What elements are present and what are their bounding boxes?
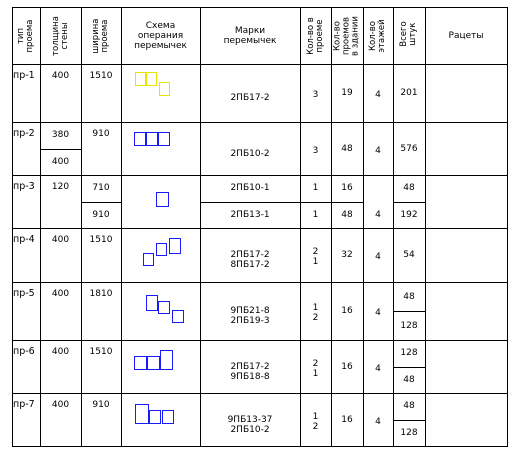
header-qty-in-building: Кол-во проемов в здании bbox=[332, 15, 361, 56]
header-qty-in-opening: Кол-во в проеме bbox=[305, 16, 325, 55]
total-pieces: 576 bbox=[400, 143, 418, 154]
lintel-shape bbox=[146, 132, 158, 146]
qty-in-building: 19 bbox=[341, 88, 353, 98]
cell-split bbox=[393, 367, 426, 368]
row-divider bbox=[12, 393, 508, 394]
lintel-mark: 2ПБ17-2 8ПБ17-2 bbox=[230, 250, 270, 270]
floors-count: 4 bbox=[375, 363, 381, 374]
qty-in-opening: 1 2 bbox=[312, 411, 319, 432]
wall-thickness: 400 bbox=[51, 156, 70, 167]
lintel-shape bbox=[134, 132, 146, 146]
opening-width: 1810 bbox=[89, 289, 113, 299]
header-marks: Марки перемычек bbox=[223, 26, 277, 46]
header-total: Всего штук bbox=[399, 21, 418, 47]
total-pieces: 48 bbox=[403, 374, 415, 385]
total-pieces: 128 bbox=[400, 320, 418, 331]
opening-width: 910 bbox=[92, 129, 110, 139]
qty-in-building: 16 bbox=[341, 306, 353, 316]
opening-type: пр-3 bbox=[13, 181, 35, 192]
column-divider bbox=[393, 7, 394, 447]
qty-in-opening: 1 bbox=[312, 209, 319, 220]
total-pieces: 128 bbox=[400, 348, 418, 359]
qty-in-building: 48 bbox=[341, 143, 353, 154]
header-scheme: Схема операния перемычек bbox=[134, 21, 187, 51]
row-divider bbox=[12, 340, 508, 341]
qty-in-opening: 2 1 bbox=[312, 247, 319, 267]
floors-count: 4 bbox=[375, 145, 381, 156]
qty-in-opening: 3 bbox=[312, 90, 319, 100]
lintel-shape bbox=[135, 72, 146, 86]
lintel-mark: 9ПБ21-8 2ПБ19-3 bbox=[230, 306, 270, 326]
lintel-shape bbox=[134, 356, 147, 370]
column-divider bbox=[300, 7, 301, 447]
wall-thickness: 400 bbox=[51, 347, 70, 357]
total-pieces: 192 bbox=[400, 209, 418, 220]
wall-thickness: 400 bbox=[51, 71, 70, 81]
column-divider bbox=[40, 7, 41, 447]
opening-type: пр-2 bbox=[13, 128, 35, 139]
lintel-shape bbox=[169, 238, 181, 254]
cell-split bbox=[300, 202, 332, 203]
cell-split bbox=[40, 149, 82, 150]
qty-in-building: 16 bbox=[341, 361, 353, 372]
wall-thickness: 400 bbox=[51, 235, 70, 245]
qty-in-opening: 1 2 bbox=[312, 303, 319, 323]
lintel-shape bbox=[159, 82, 170, 96]
header-wall-thickness: толщина стены bbox=[50, 15, 70, 56]
opening-width: 1510 bbox=[89, 71, 113, 81]
row-divider bbox=[12, 64, 508, 65]
opening-width: 710 bbox=[92, 183, 110, 194]
lintel-shape bbox=[149, 410, 161, 424]
header-opening-width: ширина проема bbox=[91, 18, 110, 53]
lintel-shape bbox=[146, 295, 158, 311]
table-border-top bbox=[12, 7, 508, 8]
floors-count: 4 bbox=[375, 416, 381, 427]
wall-thickness: 380 bbox=[51, 130, 70, 141]
cell-split bbox=[200, 202, 301, 203]
qty-in-building: 16 bbox=[341, 414, 353, 425]
total-pieces: 48 bbox=[403, 291, 415, 302]
cell-split bbox=[331, 202, 364, 203]
header-floors: Кол-во этажей bbox=[368, 18, 387, 53]
opening-width: 910 bbox=[92, 400, 110, 410]
column-divider bbox=[121, 7, 122, 447]
row-divider bbox=[12, 228, 508, 229]
lintel-mark: 2ПБ17-2 bbox=[230, 93, 270, 103]
opening-type: пр-4 bbox=[13, 234, 35, 245]
column-divider bbox=[363, 7, 364, 447]
opening-width: 1510 bbox=[89, 347, 113, 357]
cell-split bbox=[393, 202, 426, 203]
opening-type: пр-1 bbox=[13, 70, 35, 81]
lintel-mark: 2ПБ17-2 9ПБ18-8 bbox=[230, 361, 270, 382]
lintel-shape bbox=[156, 243, 167, 256]
header-type: тип проема bbox=[16, 18, 35, 53]
qty-in-opening: 1 bbox=[312, 183, 319, 194]
opening-type: пр-6 bbox=[13, 346, 35, 357]
qty-in-opening: 2 1 bbox=[312, 358, 319, 379]
total-pieces: 48 bbox=[403, 401, 415, 412]
cell-split bbox=[393, 420, 426, 421]
floors-count: 4 bbox=[375, 90, 381, 100]
lintel-mark: 2ПБ10-1 bbox=[230, 183, 270, 194]
floors-count: 4 bbox=[375, 252, 381, 262]
opening-width: 1510 bbox=[89, 235, 113, 245]
total-pieces: 128 bbox=[400, 427, 418, 438]
lintel-mark: 2ПБ10-2 bbox=[230, 148, 270, 159]
header-calc: Рацеты bbox=[448, 31, 484, 41]
lintel-shape bbox=[147, 356, 160, 370]
column-divider bbox=[200, 7, 201, 447]
lintel-shape bbox=[158, 301, 170, 314]
total-pieces: 54 bbox=[403, 250, 415, 260]
lintel-shape bbox=[143, 253, 154, 266]
opening-width: 910 bbox=[92, 209, 110, 220]
qty-in-building: 32 bbox=[341, 250, 353, 260]
cell-split bbox=[393, 311, 426, 312]
qty-in-building: 48 bbox=[341, 209, 353, 220]
row-divider bbox=[12, 122, 508, 123]
wall-thickness: 120 bbox=[51, 182, 70, 192]
row-divider bbox=[12, 175, 508, 176]
column-divider bbox=[81, 7, 82, 447]
lintel-shape bbox=[172, 310, 184, 323]
total-pieces: 48 bbox=[403, 183, 415, 194]
floors-count: 4 bbox=[375, 308, 381, 318]
column-divider bbox=[331, 7, 332, 447]
lintel-shape bbox=[146, 72, 157, 86]
row-divider bbox=[12, 282, 508, 283]
column-divider bbox=[425, 7, 426, 447]
lintel-mark: 9ПБ13-37 2ПБ10-2 bbox=[227, 414, 273, 435]
qty-in-building: 16 bbox=[341, 183, 353, 194]
lintel-shape bbox=[160, 350, 173, 370]
floors-count: 4 bbox=[375, 209, 381, 220]
opening-type: пр-7 bbox=[13, 399, 35, 410]
lintel-mark: 2ПБ13-1 bbox=[230, 209, 270, 220]
lintel-shape bbox=[158, 132, 170, 146]
lintel-shape bbox=[156, 192, 169, 207]
wall-thickness: 400 bbox=[51, 289, 70, 299]
lintel-shape bbox=[162, 410, 174, 424]
wall-thickness: 400 bbox=[51, 400, 70, 410]
lintel-shape bbox=[135, 404, 149, 424]
qty-in-opening: 3 bbox=[312, 145, 319, 156]
total-pieces: 201 bbox=[400, 88, 418, 98]
cell-split bbox=[81, 202, 122, 203]
opening-type: пр-5 bbox=[13, 288, 35, 299]
table-border-bottom bbox=[12, 446, 508, 447]
